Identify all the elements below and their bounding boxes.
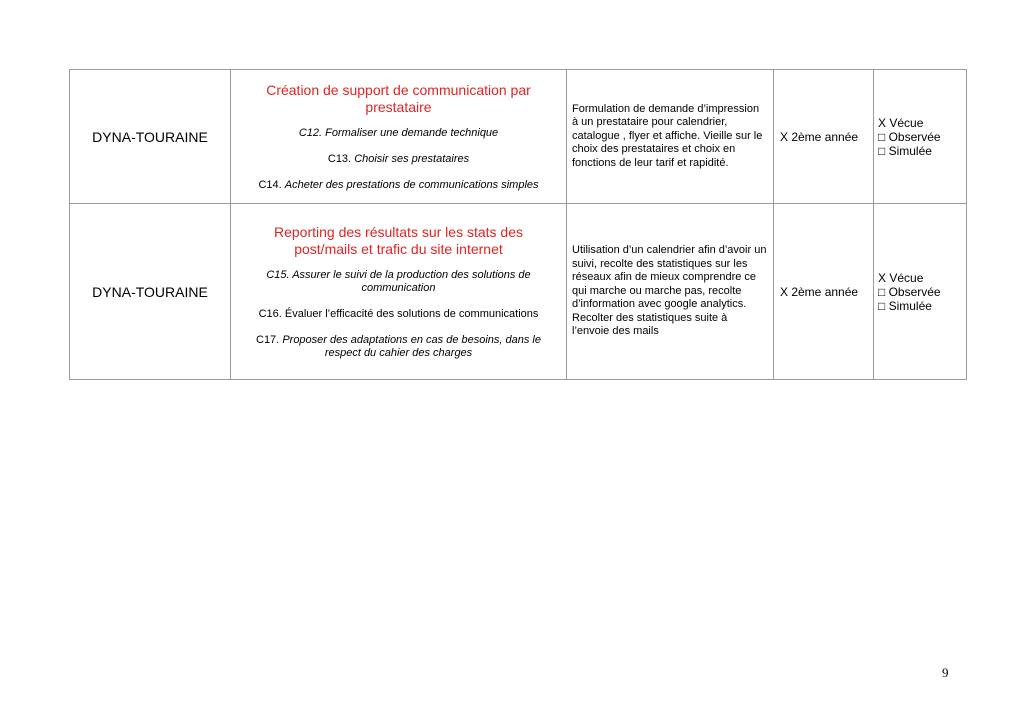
competence-text: Proposer des adaptations en cas de besoins, dans le respect du cahier des charges — [282, 333, 541, 359]
status-observee: □ Observée — [878, 129, 941, 144]
page-number: 9 — [942, 665, 949, 680]
status-simulee: □ Simulée — [878, 143, 932, 158]
status-vecue: X Vécue — [878, 270, 924, 285]
activity-title: Reporting des résultats sur les stats des post/mails et trafic du site internet — [273, 223, 523, 257]
status-cell — [874, 70, 967, 204]
status-observee: □ Observée — [878, 284, 941, 299]
description-cell: Formulation de demande d’impression à un prestataire pour calendrier, catalogue , flyer et affiche. Vieille sur le choix des prestataires et choix en fonctions de leur tarif et rapidité. — [567, 70, 774, 204]
competence-item — [241, 269, 556, 295]
table-row — [70, 70, 967, 204]
status-cell — [874, 204, 967, 380]
description-cell: Utilisation d’un calendrier afin d’avoir un suivi, recolte des statistiques sur les réseaux afin de mieux comprendre ce qui marche ou marche pas, recolte d’information avec google analytics. Recolter des statistiques suite à l’envoie des mails — [567, 204, 774, 380]
status-simulee: □ Simulée — [878, 298, 932, 313]
activity-cell — [231, 70, 567, 204]
year-cell: X 2ème année — [774, 204, 874, 380]
table-row — [70, 204, 967, 380]
competence-item — [241, 179, 556, 192]
competence-text: Acheter des prestations de communications simples — [284, 178, 539, 191]
competence-code: C17. — [256, 333, 280, 346]
competence-text: C12. Formaliser une demande technique — [298, 126, 499, 139]
competence-code: C13. — [327, 152, 352, 165]
competence-text: C15. Assurer le suivi de la production des solutions de communication — [266, 268, 531, 294]
competence-code: C14. — [258, 178, 282, 191]
activities-table — [69, 69, 967, 380]
year-cell: X 2ème année — [774, 70, 874, 204]
competence-item — [241, 127, 556, 140]
competence-item — [241, 153, 556, 166]
competence-item — [241, 308, 556, 321]
competence-text: Choisir ses prestataires — [354, 152, 470, 165]
competence-text: C16. Évaluer l’efficacité des solutions de communications — [258, 307, 539, 320]
enterprise-cell: DYNA-TOURAINE — [70, 70, 231, 204]
activity-cell — [231, 204, 567, 380]
activity-title: Création de support de communication par prestataire — [266, 81, 531, 115]
competence-item — [241, 334, 556, 360]
enterprise-cell: DYNA-TOURAINE — [70, 204, 231, 380]
status-vecue: X Vécue — [878, 115, 924, 130]
